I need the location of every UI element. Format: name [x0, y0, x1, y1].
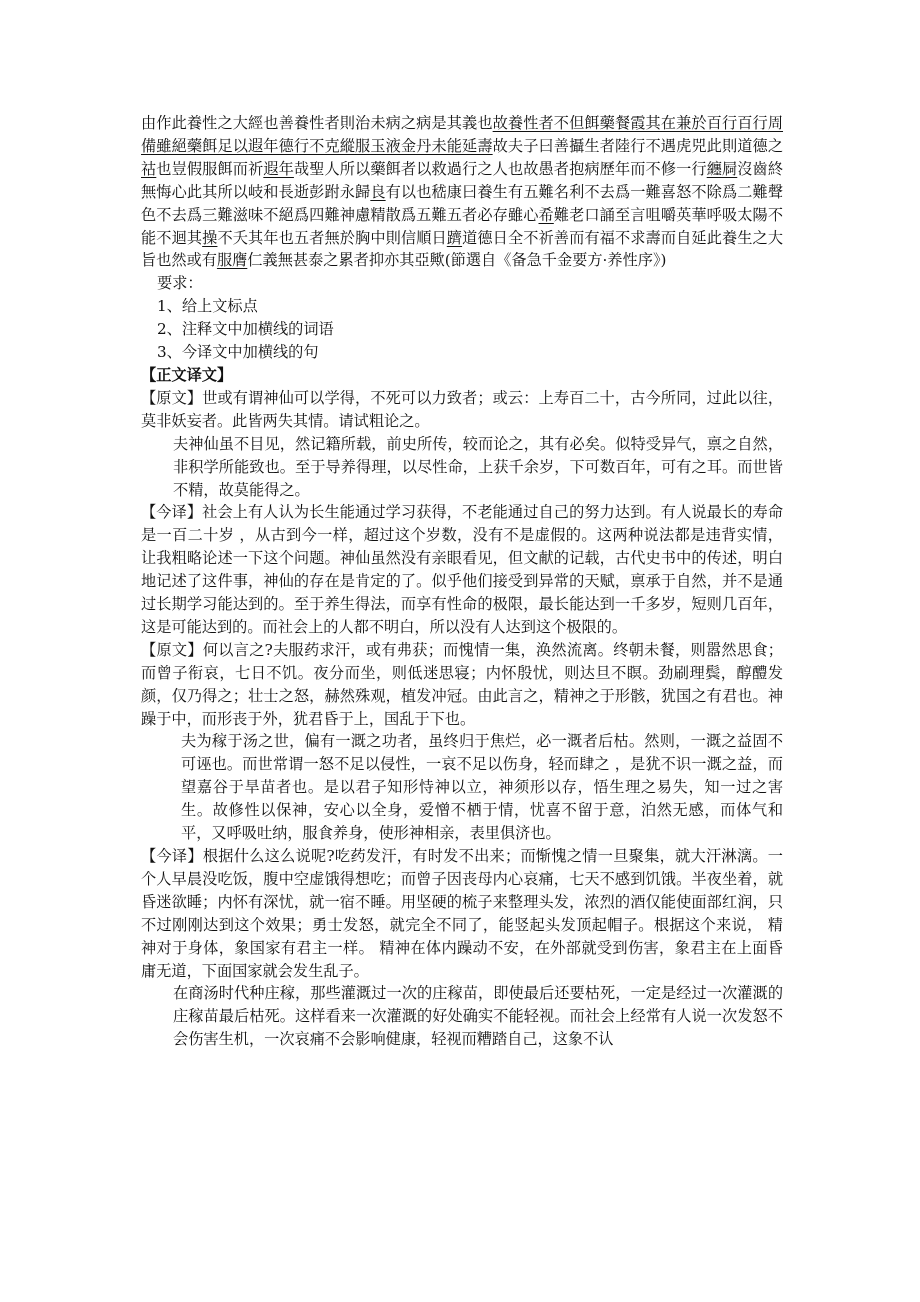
jinyi-label: 【今译】 [141, 847, 203, 865]
requirement-item: 3、今译文中加横线的句 [157, 343, 319, 362]
original-text: 世或有谓神仙可以学得，不死可以力致者；或云：上寿百二十，古今所同，过此以往，莫非妖妄者。此皆两失其情。请试粗论之。 [141, 388, 784, 430]
translation-text: 社会上有人认为长生能通过学习获得，不老能通过自己的努力达到。有人说最长的寿命是一百二十岁 ，从古到今一样，超过这个岁数，没有不是虚假的。这两种说法都是违背实情，让我粗略论述一下这个问题。神仙虽然没有亲眼看见，但文献的记载，古代史书中的传述，明白地记述了这件事，神仙的存在是肯定的了。似乎他们接受到异常的天赋，禀承于自然，并不是通过长期学习能达到的。至于养生得法，而享有性命的极限，最长能达到一千多岁，短则几百年，这是可能达到的。而社会上的人都不明白，所以没有人达到这个极限的。 [141, 503, 784, 636]
original-paragraph: 夫神仙虽不目见，然记籍所载，前史所传，较而论之，其有必矣。似特受异气，禀之自然，非积学所能致也。至于导养得理，以尽性命，上获千余岁，下可数百年，可有之耳。而世皆不精，故莫能得之。 [173, 434, 783, 499]
text-run: 仁義無甚泰之累者抑亦其亞歟(節選自《备急千金要方·养性序》) [247, 251, 667, 270]
translation-paragraph [141, 845, 783, 982]
text-run: 哉聖人所以藥餌者以救過行之人也故愚者抱病歷年而不修一行 [293, 159, 707, 178]
original-paragraph: 夫为稼于汤之世，偏有一溉之功者，虽终归于焦烂，必一溉者后枯。然则，一溉之益固不可诬也。而世常谓一怒不足以侵性，一哀不足以伤身，轻而肆之 ，是犹不识一溉之益，而望嘉谷于旱苗者也。是以君子知形恃神以立，神须形以存，悟生理之易失，知一过之害生。故修性以保神，安心以全身，爱憎不栖于情，忧喜不留于意，泊然无感，而体气和平，又呼吸吐纳，服食养身，使形神相亲，表里俱济也。 [181, 732, 783, 843]
text-run: 沒齒終無悔心此其所以岐和長逝彭跗永歸 [141, 159, 784, 201]
text-run: 也豈假服餌而祈 [156, 159, 264, 178]
document-page [141, 112, 783, 1051]
text-run: 難老口誦至言咀嚼英華呼吸太陽不能不迴其 [141, 205, 784, 247]
section-title: 【正文译文】 [141, 365, 233, 384]
original-paragraph [141, 639, 783, 731]
underlined-word: 躋 [446, 228, 463, 247]
underlined-word: 操 [202, 228, 218, 247]
underlined-sentence: 故養性者不但餌藥餐霞其在兼於百行百行周備雖絕藥餌足以遐年德行不克縱服玉液金丹未能延壽 [141, 114, 784, 155]
underlined-word: 希 [538, 205, 554, 224]
yuanwen-label: 【原文】 [141, 640, 203, 659]
original-text: 何以言之?夫服药求汗，或有弗获；而愧情一集，涣然流离。终朝未餐，则嚣然思食；而曾子衔哀，七日不饥。夜分而坐，则低迷思寝；内怀殷忧，则达旦不瞑。劲刷理鬓，醇醴发颜，仅乃得之；壮士之怒，赫然殊观，植发冲冠。由此言之，精神之于形骸，犹国之有君也。神躁于中，而形丧于外，犹君昏于上，国乱于下也。 [141, 640, 783, 728]
translation-text: 根据什么这么说呢?吃药发汗，有时发不出来；而惭愧之情一旦聚集，就大汗淋漓。一个人早晨没吃饭，腹中空虚饿得想吃；而曾子因丧母内心哀痛，七天不感到饥饿。半夜坐着，就昏迷欲睡；内怀有深忧，就一宿不睡。用坚硬的梳子来整理头发，浓烈的酒仅能使面部红润，只不过刚刚达到这个效果；勇士发怒，就完全不同了，能竖起头发顶起帽子。根据这个来说， 精神对于身体，象国家有君主一样。 精神在体内躁动不安，在外部就受到伤害，象君主在上面昏庸无道，下面国家就会发生乱子。 [141, 847, 783, 980]
underlined-word: 良 [370, 182, 386, 201]
requirement-item: 1、给上文标点 [157, 297, 258, 316]
text-run: 有以也嵇康曰養生有五難名利不去爲一難喜怒不除爲二難聲色不去爲三難滋味不絕爲四難神慮精散爲五難五者必存雖心 [141, 182, 784, 224]
underlined-word: 纏屙 [706, 159, 738, 178]
requirements-title: 要求： [157, 274, 203, 293]
text-run: 由作此養性之大經也善養性者則治未病之病是其義也 [141, 114, 493, 132]
translation-paragraph: 在商汤时代种庄稼，那些灌溉过一次的庄稼苗，即使最后还要枯死，一定是经过一次灌溉的庄稼苗最后枯死。这样看来一次灌溉的好处确实不能轻视。而社会上经常有人说一次发怒不会伤害生机，一次哀痛不会影响健康，轻视而糟踏自己，这象不认 [173, 984, 783, 1049]
text-run: 故夫子曰善攝生者陸行不遇虎兕此則道德之 [492, 136, 784, 155]
requirement-item: 2、注释文中加横线的词语 [157, 320, 334, 339]
text-run: 道德日全不祈善而有福不求壽而自延此養生之大旨也然或有 [141, 228, 784, 270]
underlined-word: 遐年 [263, 159, 294, 178]
translation-paragraph [141, 501, 783, 638]
yuanwen-label: 【原文】 [141, 388, 203, 407]
classical-passage [141, 112, 783, 272]
jinyi-label: 【今译】 [141, 503, 203, 522]
underlined-word: 服膺 [216, 251, 248, 270]
text-run: 不夭其年也五者無於胸中則信順日 [217, 228, 447, 247]
underlined-word: 祜 [141, 159, 157, 178]
original-paragraph [141, 387, 783, 433]
